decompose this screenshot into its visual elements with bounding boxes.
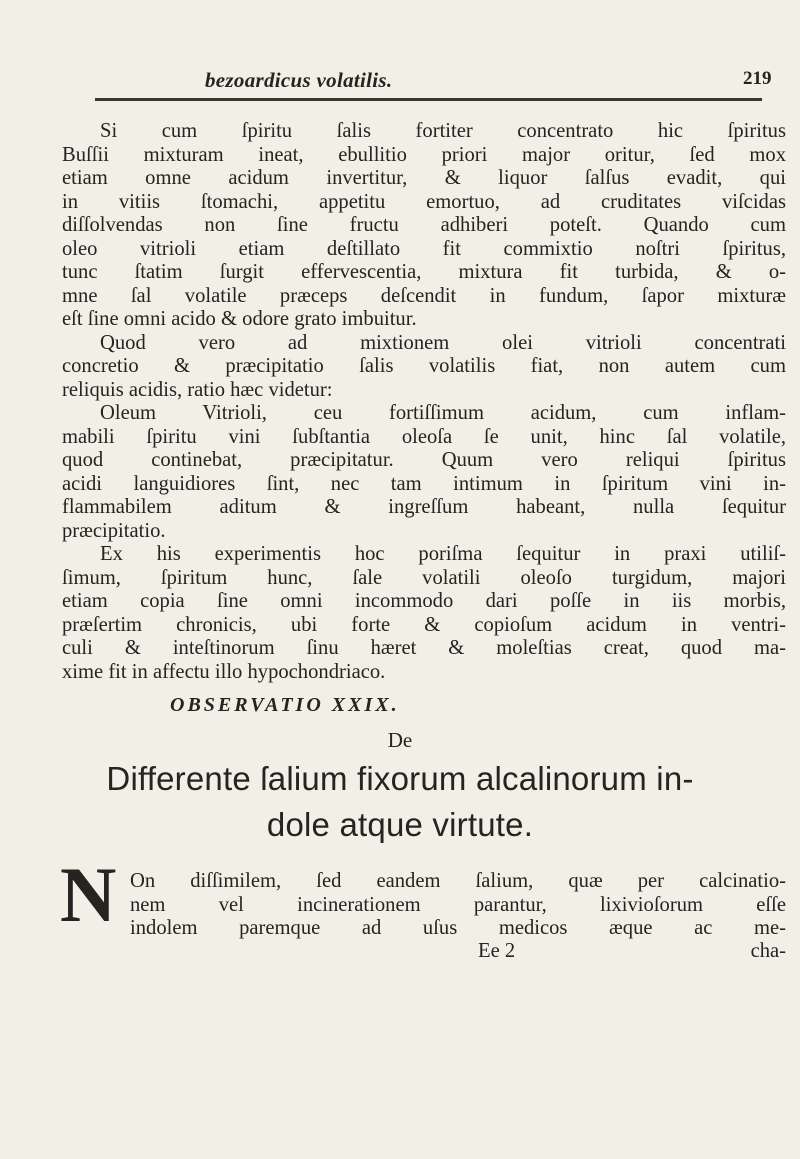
text-line: eſt ſine omni acido & odore grato imbuitur. <box>62 308 417 330</box>
text-line: mne ſal volatile præceps deſcendit in fundum, ſapor mixturæ <box>62 284 786 307</box>
observation-title-line-2: dole atque virtute. <box>266 806 534 843</box>
text-line: indolem paremque ad uſus medicos æque ac me- <box>130 917 786 939</box>
text-line: xime fit in affectu illo hypochondriaco. <box>62 660 386 683</box>
text-line: acidi languidiores ſint, nec tam intimum in ſpiritum vini in- <box>62 472 786 495</box>
text-line: mabili ſpiritu vini ſubſtantia oleoſa ſe unit, hinc ſal volatile, <box>62 425 786 448</box>
page-number: 219 <box>743 68 772 89</box>
observation-de: De <box>387 728 413 752</box>
header-rule <box>95 98 762 101</box>
text-line: præſertim chronicis, ubi forte & copioſum acidum in ventri- <box>62 613 786 636</box>
observation-heading: OBSERVATIO XXIX. <box>170 694 400 716</box>
text-line: tunc ſtatim ſurgit effervescentia, mixtura fit turbida, & o- <box>62 261 786 283</box>
text-line: Quod vero ad mixtionem olei vitrioli concentrati <box>100 331 786 354</box>
catchword: cha- <box>750 940 786 962</box>
text-line: etiam omne acidum invertitur, & liquor ſalſus evadit, qui <box>62 167 786 189</box>
text-line: Oleum Vitrioli, ceu fortiſſimum acidum, cum inflam- <box>100 402 786 424</box>
text-line: in vitiis ſtomachi, appetitu emortuo, ad cruditates viſcidas <box>62 190 786 213</box>
text-line: Si cum ſpiritu ſalis fortiter concentrato hic ſpiritus <box>100 120 786 142</box>
text-line: Buſſii mixturam ineat, ebullitio priori major oritur, ſed mox <box>62 143 786 166</box>
observation-text <box>130 870 786 941</box>
text-line: nem vel incinerationem parantur, lixivioſorum eſſe <box>130 893 786 916</box>
running-title: bezoardicus volatilis. <box>205 68 393 92</box>
text-line: Ex his experimentis hoc poriſma ſequitur in praxi utiliſ- <box>100 543 786 565</box>
signature-mark: Ee 2 <box>478 940 516 962</box>
text-line: culi & inteſtinorum ſinu hæret & moleſtias creat, quod ma- <box>62 637 786 659</box>
text-line: concretio & præcipitatio ſalis volatilis fiat, non autem cum <box>62 355 786 377</box>
observation-title-line-1: Differente ſalium fixorum alcalinorum in- <box>106 760 694 797</box>
text-line: præcipitatio. <box>62 519 166 542</box>
text-line: ſimum, ſpiritum hunc, ſale volatili oleoſo turgidum, majori <box>62 566 786 589</box>
drop-cap: N <box>60 851 117 938</box>
text-line: diſſolvendas non ſine fructu adhiberi poteſt. Quando cum <box>62 214 786 236</box>
text-line: flammabilem aditum & ingreſſum habeant, nulla ſequitur <box>62 496 786 518</box>
signature-line <box>130 940 786 964</box>
text-line: On diſſimilem, ſed eandem ſalium, quæ per calcinatio- <box>130 870 786 892</box>
body-text <box>62 120 786 684</box>
text-line: oleo vitrioli etiam deſtillato fit commixtio noſtri ſpiritus, <box>62 237 786 260</box>
running-head <box>0 68 800 96</box>
text-line: etiam copia ſine omni incommodo dari poſſe in iis morbis, <box>62 590 786 612</box>
text-line: quod continebat, præcipitatur. Quum vero reliqui ſpiritus <box>62 449 786 471</box>
text-line: reliquis acidis, ratio hæc videtur: <box>62 378 333 401</box>
